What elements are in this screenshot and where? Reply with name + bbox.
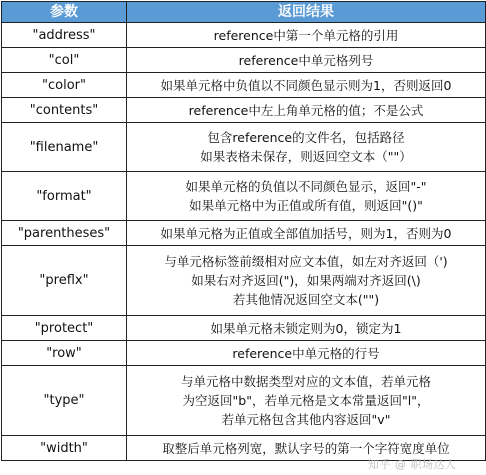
result-line: 如果右对齐返回(")，如果两端对齐返回(\) [191, 273, 421, 288]
result-line: 若其他情况返回空文本("") [232, 292, 380, 307]
param-cell: "contents" [2, 98, 127, 123]
result-cell [127, 366, 486, 436]
param-cell: "width" [2, 436, 127, 461]
table-row [2, 316, 486, 341]
param-cell: "filename" [2, 123, 127, 172]
result-line: 为空返回"b"，若单元格是文本常量返回"l"， [182, 393, 430, 408]
param-cell: "row" [2, 341, 127, 366]
result-line: 如果单元格为正值或全部值加括号，则为1，否则为0 [160, 225, 452, 241]
result-cell [127, 436, 486, 461]
table-row [2, 341, 486, 366]
result-cell [127, 316, 486, 341]
result-line: reference中左上角单元格的值；不是公式 [188, 102, 424, 118]
result-cell [127, 73, 486, 98]
result-cell [127, 221, 486, 246]
result-cell [127, 123, 486, 172]
result-line: 如果表格未保存，则返回空文本（""） [200, 149, 412, 164]
param-cell: "format" [2, 172, 127, 221]
param-cell: "parentheses" [2, 221, 127, 246]
result-cell [127, 341, 486, 366]
header-param: 参数 [2, 2, 127, 23]
table-row [2, 123, 486, 172]
table-row [2, 221, 486, 246]
watermark: 知乎 @ 职场达人 [368, 458, 457, 471]
table-row [2, 23, 486, 48]
result-line: reference中单元格的行号 [232, 345, 380, 361]
result-line: reference中单元格列号 [238, 52, 374, 68]
result-line: 与单元格中数据类型对应的文本值，若单元格 [180, 374, 431, 389]
result-line: 取整后单元格列宽，默认字号的第一个字符宽度单位 [162, 440, 450, 456]
result-line: 若单元格包含其他内容返回"v" [221, 412, 391, 427]
result-cell [127, 246, 486, 316]
header-row [2, 2, 486, 23]
table-row [2, 98, 486, 123]
param-cell: "type" [2, 366, 127, 436]
result-line: 与单元格标签前缀相对应文本值，如左对齐返回（') [164, 254, 448, 269]
param-cell: "col" [2, 48, 127, 73]
result-line: 如果单元格中负值以不同颜色显示则为1，否则返回0 [160, 77, 452, 93]
result-line: 包含reference的文件名，包括路径 [207, 130, 405, 145]
table-row [2, 246, 486, 316]
result-line: 如果单元格中为正值或所有值，则返回"()" [189, 198, 423, 213]
result-line: reference中第一个单元格的引用 [213, 27, 399, 43]
result-cell [127, 48, 486, 73]
param-cell: "preflx" [2, 246, 127, 316]
table-row [2, 436, 486, 461]
table-row [2, 366, 486, 436]
result-cell [127, 23, 486, 48]
header-result: 返回结果 [127, 2, 486, 23]
param-cell: "protect" [2, 316, 127, 341]
table-row [2, 48, 486, 73]
table-row [2, 172, 486, 221]
result-line: 如果单元格的负值以不同颜色显示，返回"-" [185, 179, 427, 194]
param-cell: "color" [2, 73, 127, 98]
info-type-table [1, 1, 486, 461]
param-cell: "address" [2, 23, 127, 48]
table-row [2, 73, 486, 98]
result-cell [127, 98, 486, 123]
result-line: 如果单元格未锁定则为0，锁定为1 [210, 320, 402, 336]
result-cell [127, 172, 486, 221]
